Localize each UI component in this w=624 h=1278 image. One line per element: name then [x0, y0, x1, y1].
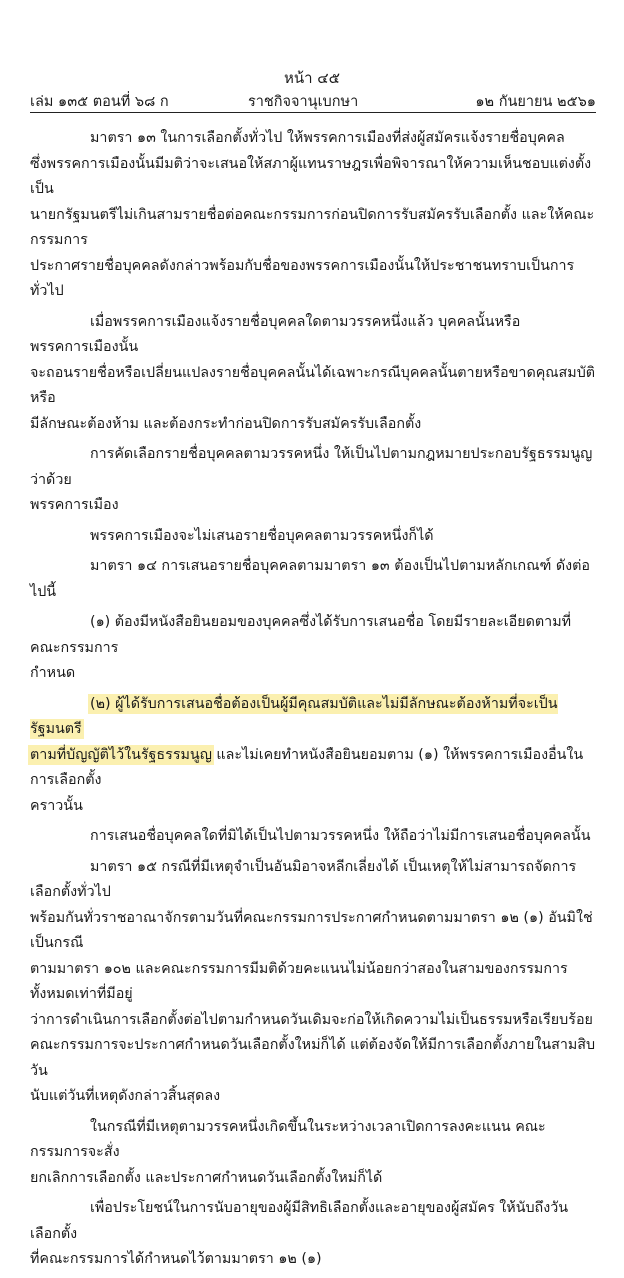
publication-date: ๑๒ กันยายน ๒๕๖๑: [475, 94, 596, 110]
highlighted-text: (๒) ผู้ได้รับการเสนอชื่อต้องเป็นผู้มีคุณสมบัติและไม่มีลักษณะต้องห้ามที่จะเป็นรัฐมนตรี: [30, 695, 558, 737]
paragraph-section-14: มาตรา ๑๔ การเสนอรายชื่อบุคคลตามมาตรา ๑๓ ต้องเป็นไปตามหลักเกณฑ์ ดังต่อไปนี้: [30, 558, 591, 600]
journal-name: ราชกิจจานุเบกษา: [248, 94, 359, 110]
document-body: [30, 126, 596, 1278]
paragraph-section-15: มาตรา ๑๕ กรณีที่มีเหตุจำเป็นอันมิอาจหลีกเลี่ยงได้ เป็นเหตุให้ไม่สามารถจัดการเลือกตั้งทั่วไป พร้อมกันทั่วราชอาณาจักรตามวันที่คณะกรรมการประกาศกำหนดตามมาตรา ๑๒ (๑) อันมิใช่เป็นกรณี ตามมาตรา ๑๐๒ และคณะกรรมการมีมติด้วยคะแนนไม่น้อยกว่าสองในสามของกรรมการทั้งหมดเท่าที่มีอยู่ ว่าการดำเนินการเลือกตั้งต่อไปตามกำหนดวันเดิมจะก่อให้เกิดความไม่เป็นธรรมหรือเรียบร้อย คณะกรรมการจะประกาศกำหนดวันเลือกตั้งใหม่ก็ได้ แต่ต้องจัดให้มีการเลือกตั้งภายในสามสิบวัน นับแต่วันที่เหตุดังกล่าวสิ้นสุดลง: [30, 858, 596, 1104]
paragraph-section-13-2: เมื่อพรรคการเมืองแจ้งรายชื่อบุคคลใดตามวรรคหนึ่งแล้ว บุคคลนั้นหรือพรรคการเมืองนั้น จะถอนรายชื่อหรือเปลี่ยนแปลงรายชื่อบุคคลนั้นได้เฉพาะกรณีบุคคลนั้นตายหรือขาดคุณสมบัติหรือ มีลักษณะต้องห้าม และต้องกระทำก่อนปิดการรับสมัครรับเลือกตั้ง: [30, 313, 596, 432]
paragraph-section-15-2: ในกรณีที่มีเหตุตามวรรคหนึ่งเกิดขึ้นในระหว่างเวลาเปิดการลงคะแนน คณะกรรมการจะสั่ง ยกเลิกการเลือกตั้ง และประกาศกำหนดวันเลือกตั้งใหม่ก็ได้: [30, 1118, 546, 1186]
paragraph-section-13-3: การคัดเลือกรายชื่อบุคคลตามวรรคหนึ่ง ให้เป็นไปตามกฎหมายประกอบรัฐธรรมนูญว่าด้วย พรรคการเมือง: [30, 446, 593, 513]
header-divider: [30, 112, 596, 113]
paragraph-section-13-4: พรรคการเมืองจะไม่เสนอรายชื่อบุคคลตามวรรคหนึ่งก็ได้: [90, 527, 434, 544]
page-number: หน้า ๔๕: [283, 69, 341, 87]
volume-issue: เล่ม ๑๓๕ ตอนที่ ๖๘ ก: [30, 94, 169, 110]
highlighted-text: ตามที่บัญญัติไว้ในรัฐธรรมนูญ: [30, 746, 212, 763]
paragraph-section-13: มาตรา ๑๓ ในการเลือกตั้งทั่วไป ให้พรรคการเมืองที่ส่งผู้สมัครแจ้งรายชื่อบุคคล ซึ่งพรรคการเมืองนั้นมีมติว่าจะเสนอให้สภาผู้แทนราษฎรเพื่อพิจารณาให้ความเห็นชอบแต่งตั้งเป็น นายกรัฐมนตรีไม่เกินสามรายชื่อต่อคณะกรรมการก่อนปิดการรับสมัครรับเลือกตั้ง และให้คณะกรรมการ ประกาศรายชื่อบุคคลดังกล่าวพร้อมกับชื่อของพรรคการเมืองนั้นให้ประชาชนทราบเป็นการทั่วไป: [30, 130, 595, 299]
paragraph-section-15-3: เพื่อประโยชน์ในการนับอายุของผู้มีสิทธิเลือกตั้งและอายุของผู้สมัคร ให้นับถึงวันเลือกตั้ง ที่คณะกรรมการได้กำหนดไว้ตามมาตรา ๑๒ (๑): [30, 1200, 568, 1267]
paragraph-section-14-1: (๑) ต้องมีหนังสือยินยอมของบุคคลซึ่งได้รับการเสนอชื่อ โดยมีรายละเอียดตามที่คณะกรรมการ กำหนด: [30, 614, 572, 681]
gazette-header: [30, 90, 596, 110]
paragraph-section-14-2: (๒) ผู้ได้รับการเสนอชื่อต้องเป็นผู้มีคุณสมบัติและไม่มีลักษณะต้องห้ามที่จะเป็นรัฐมนตรี ตามที่บัญญัติไว้ในรัฐธรรมนูญ และไม่เคยทำหนังสือยินยอมตาม (๑) ให้พรรคการเมืองอื่นในการเลือกตั้ง คราวนั้น: [30, 695, 584, 814]
paragraph-section-14-3: การเสนอชื่อบุคคลใดที่มิได้เป็นไปตามวรรคหนึ่ง ให้ถือว่าไม่มีการเสนอชื่อบุคคลนั้น: [90, 828, 591, 844]
